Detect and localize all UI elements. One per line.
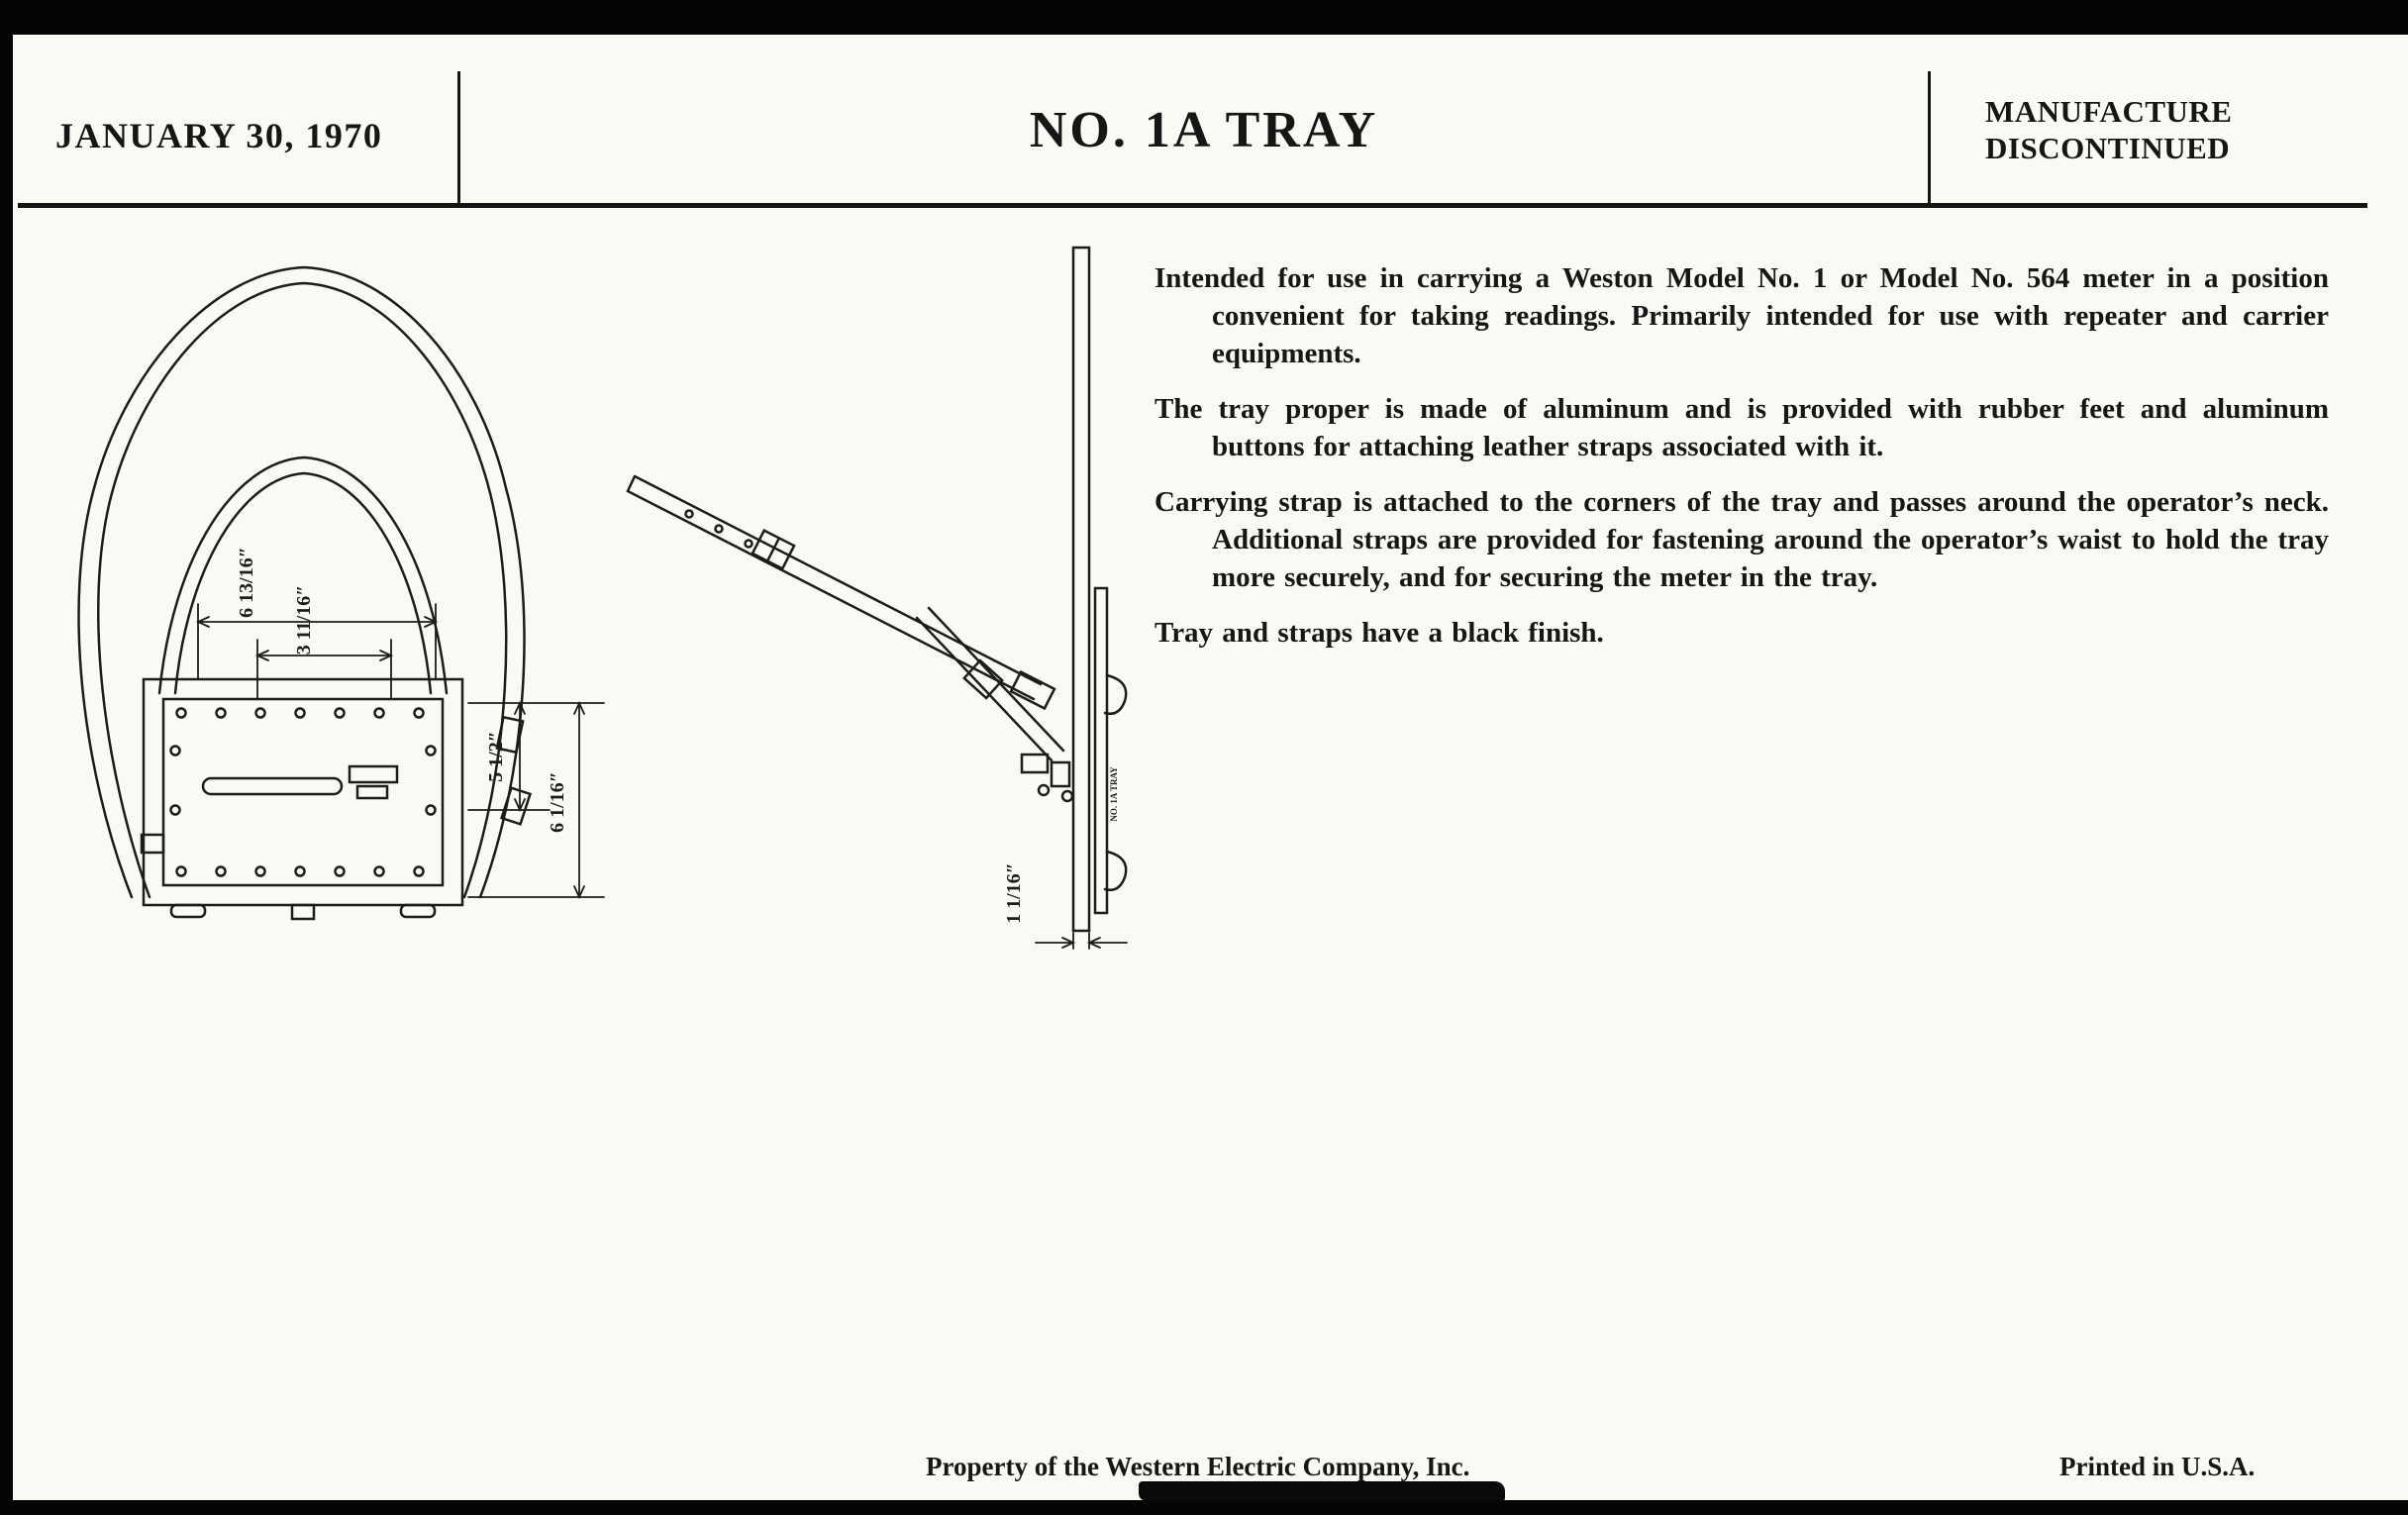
dim-label-width-inner: 3 11/16″ [293,584,315,656]
header-divider-right [1928,71,1931,203]
page-title: NO. 1A TRAY [1029,102,1379,158]
tray-handle-slot [203,778,342,794]
rubber-foot-left [171,905,205,917]
tray-stamp-label: NO. 1A TRAY [1109,766,1119,822]
body-paragraph-4: Tray and straps have a black finish. [1154,617,1604,649]
waist-strap-long [628,476,1041,699]
side-view-drawing [620,240,1145,972]
status-line-2: DISCONTINUED [1985,131,2231,165]
dimension-lines-side [1036,933,1127,949]
dimension-lines-front [198,604,604,897]
scan-artifact-smudge [1139,1481,1505,1501]
strap-keeper-lower [502,788,531,825]
dim-label-height-upper: 5 1/2″ [485,731,507,782]
inner-strap-arc [159,457,447,693]
neck-strap-vertical [1073,248,1089,931]
strap-buckle-left [142,835,163,853]
footer-property-notice: Property of the Western Electric Company, Inc. [926,1452,1470,1481]
document-date: JANUARY 30, 1970 [55,116,383,155]
tray-side-profile [1095,588,1126,913]
tray-latch [350,766,397,782]
body-paragraph-1: Intended for use in carrying a Weston Model No. 1 or Model No. 564 meter in a position convenient for taking readings. Primarily intended for use with repeater and carrier equipments. [1154,262,2329,369]
strap-hardware-cluster [1022,755,1072,801]
dim-label-strap-width: 1 1/16″ [1003,862,1025,924]
tray-rivets [171,709,436,876]
body-paragraph-2: The tray proper is made of aluminum and is provided with rubber feet and aluminum buttons for attaching leather straps associated with it. [1154,393,2329,462]
dim-label-height-full: 6 1/16″ [547,771,568,833]
front-view-drawing [54,255,629,939]
description-text [1154,259,2329,669]
header-rule [18,203,2367,208]
rubber-foot-right [401,905,435,917]
status-line-1: MANUFACTURE [1985,94,2233,129]
status-stamp [1985,93,2232,166]
body-paragraph-3: Carrying strap is attached to the corners of the tray and passes around the operator’s neck. Additional straps are provided for fastening around the operator’s waist to hold the tray more securely, and for securing the meter in the tray. [1154,486,2329,593]
footer-printed-in: Printed in U.S.A. [2059,1452,2256,1481]
tray-latch-tab [357,786,387,798]
tray-center-tab [292,905,314,919]
dim-label-width-outer: 6 13/16″ [236,547,257,618]
